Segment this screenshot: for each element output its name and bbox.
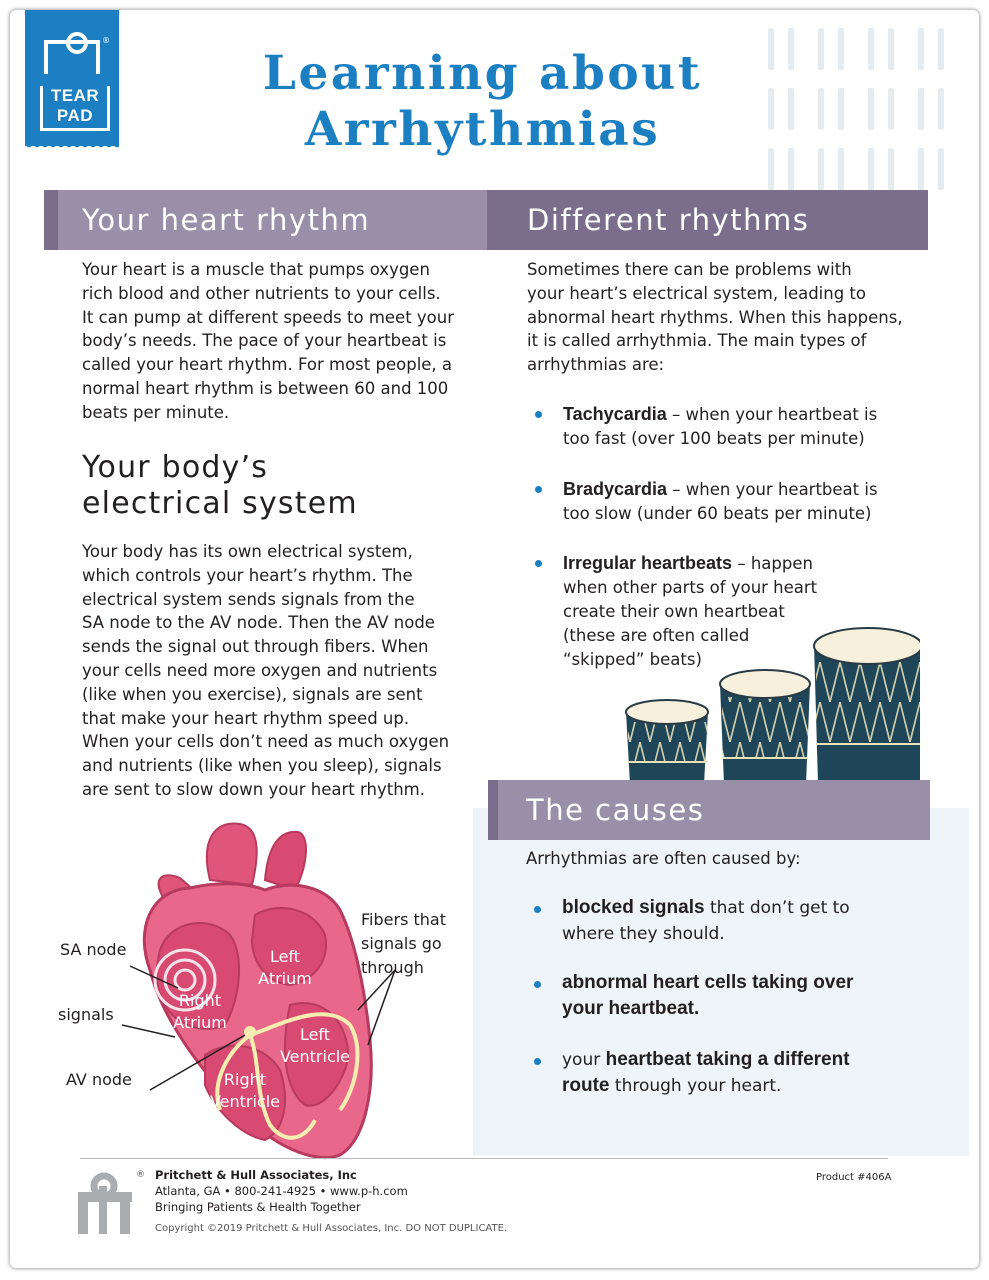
label-fibers bbox=[361, 908, 446, 980]
causes-heading: The causes bbox=[488, 780, 930, 840]
label-left-atrium-line2: Atrium bbox=[258, 969, 312, 988]
label-sa-node: SA node bbox=[60, 940, 127, 959]
title-line2: Arrhythmias bbox=[304, 102, 661, 157]
term-tachycardia: Tachycardia bbox=[563, 404, 667, 424]
ph-logo-icon bbox=[44, 40, 100, 74]
registered-mark: ® bbox=[102, 36, 110, 45]
text-line: your cells need more oxygen and nutrients bbox=[82, 660, 438, 680]
text-line: it is called arrhythmia. The main types of bbox=[527, 331, 867, 351]
footer-registered-mark: ® bbox=[136, 1170, 145, 1180]
causes-intro: Arrhythmias are often caused by: bbox=[526, 849, 801, 868]
footer-ph-logo-icon bbox=[74, 1172, 134, 1234]
label-fibers-line1: Fibers that bbox=[361, 910, 446, 929]
heart-rhythm-paragraph bbox=[82, 258, 472, 425]
label-right-atrium-line2: Atrium bbox=[173, 1013, 227, 1032]
serrated-edge bbox=[25, 144, 119, 152]
label-av-node: AV node bbox=[66, 1070, 132, 1089]
footer-copyright: Copyright ©2019 Pritchett & Hull Associates, Inc. DO NOT DUPLICATE. bbox=[155, 1223, 508, 1234]
text-line: It can pump at different speeds to meet your bbox=[82, 307, 455, 327]
logo-text-line1: TEAR bbox=[50, 86, 100, 105]
text-line: Your body has its own electrical system, bbox=[82, 542, 413, 561]
text-line: when other parts of your heart bbox=[563, 578, 818, 597]
text-line: through your heart. bbox=[609, 1076, 782, 1096]
tear-pad-logo bbox=[25, 10, 119, 146]
bullet-icon bbox=[534, 1058, 541, 1065]
text-line: “skipped” beats) bbox=[563, 650, 702, 669]
cause-item-abnormal-cells bbox=[562, 970, 922, 1022]
label-signals: signals bbox=[58, 1005, 114, 1024]
bullet-icon bbox=[535, 486, 542, 493]
subhead-line2: electrical system bbox=[82, 486, 358, 521]
decorative-bars bbox=[760, 18, 950, 198]
text-line: too fast (over 100 beats per minute) bbox=[563, 429, 865, 448]
term-irregular: Irregular heartbeats bbox=[563, 553, 733, 573]
label-left-ventricle-line1: Left bbox=[299, 1025, 331, 1044]
different-rhythms-intro bbox=[527, 258, 927, 377]
label-right-atrium bbox=[165, 990, 235, 1034]
text-line: too slow (under 60 beats per minute) bbox=[563, 504, 872, 523]
cause-item-different-route bbox=[562, 1047, 922, 1099]
text-line: When your cells don’t need as much oxygen bbox=[82, 732, 450, 752]
different-rhythms-heading: Different rhythms bbox=[487, 190, 928, 250]
text-line: SA node to the AV node. Then the AV node bbox=[82, 613, 435, 633]
text-line: called your heart rhythm. For most people, a bbox=[82, 355, 453, 375]
text-line: that don’t get to bbox=[704, 898, 850, 918]
text-line: normal heart rhythm is between 60 and 100 bbox=[82, 378, 449, 398]
text-line: arrhythmias are: bbox=[527, 355, 665, 375]
text-line: sends the signal out through fibers. When bbox=[82, 637, 429, 657]
text-line: body’s needs. The pace of your heartbeat is bbox=[82, 331, 447, 351]
text-line: Sometimes there can be problems with bbox=[527, 260, 852, 279]
label-left-atrium bbox=[250, 946, 320, 990]
text-line: and nutrients (like when you sleep), signals bbox=[82, 756, 442, 776]
bullet-icon bbox=[535, 560, 542, 567]
text-line: beats per minute. bbox=[82, 402, 230, 422]
text-line: Your heart is a muscle that pumps oxygen bbox=[82, 260, 430, 279]
text-line: which controls your heart’s rhythm. The bbox=[82, 565, 413, 585]
footer-product-number: Product #406A bbox=[816, 1172, 892, 1183]
electrical-system-heading bbox=[82, 450, 462, 522]
cause-item-blocked-signals bbox=[562, 895, 922, 947]
cause-term: route bbox=[562, 1075, 610, 1096]
text-line: your bbox=[562, 1050, 606, 1070]
heart-rhythm-heading: Your heart rhythm bbox=[44, 190, 487, 250]
text-line: (like when you exercise), signals are sent bbox=[82, 684, 423, 704]
heart-diagram bbox=[40, 810, 470, 1170]
label-left-ventricle-line2: Ventricle bbox=[279, 1047, 351, 1066]
footer-divider bbox=[80, 1158, 888, 1159]
footer-address: Atlanta, GA • 800-241-4925 • www.p-h.com bbox=[155, 1184, 408, 1198]
bullet-icon bbox=[534, 906, 541, 913]
cause-term: your heartbeat. bbox=[562, 998, 700, 1019]
drums-illustration bbox=[620, 622, 920, 784]
logo-text-line2: PAD bbox=[56, 106, 94, 125]
document-page bbox=[10, 10, 979, 1268]
text-line: rich blood and other nutrients to your cells. bbox=[82, 283, 441, 303]
text-line: – happen bbox=[732, 554, 813, 573]
label-fibers-line2: signals go bbox=[361, 934, 442, 953]
footer-company: Pritchett & Hull Associates, Inc bbox=[155, 1168, 357, 1182]
cause-term: blocked signals bbox=[562, 897, 705, 918]
subhead-line1: Your body’s bbox=[82, 450, 269, 485]
page-title bbox=[210, 46, 755, 158]
bullet-icon bbox=[534, 981, 541, 988]
cause-term: abnormal heart cells taking over bbox=[562, 972, 854, 993]
label-left-ventricle bbox=[275, 1024, 355, 1068]
cause-term: heartbeat taking a different bbox=[605, 1049, 850, 1070]
label-right-ventricle-line1: Right bbox=[223, 1070, 267, 1089]
label-right-atrium-line1: Right bbox=[178, 991, 222, 1010]
label-right-ventricle bbox=[205, 1069, 285, 1113]
text-line: (these are often called bbox=[563, 626, 750, 645]
electrical-system-paragraph bbox=[82, 540, 472, 802]
bullet-icon bbox=[535, 411, 542, 418]
text-line: where they should. bbox=[562, 924, 725, 944]
footer-tagline: Bringing Patients & Health Together bbox=[155, 1200, 361, 1214]
title-line1: Learning about bbox=[262, 46, 703, 101]
label-left-atrium-line1: Left bbox=[269, 947, 301, 966]
text-line: – when your heartbeat is bbox=[666, 405, 878, 424]
text-line: are sent to slow down your heart rhythm. bbox=[82, 779, 425, 799]
text-line: – when your heartbeat is bbox=[667, 480, 878, 499]
label-fibers-line3: through bbox=[361, 958, 424, 977]
text-line: create their own heartbeat bbox=[563, 602, 785, 621]
logo-text bbox=[40, 86, 110, 131]
text-line: your heart’s electrical system, leading to bbox=[527, 283, 866, 303]
text-line: abnormal heart rhythms. When this happens, bbox=[527, 307, 903, 327]
list-item-tachycardia bbox=[563, 402, 923, 451]
text-line: electrical system sends signals from the bbox=[82, 589, 415, 609]
term-bradycardia: Bradycardia bbox=[563, 479, 668, 499]
list-item-bradycardia bbox=[563, 477, 923, 526]
text-line: that make your heart rhythm speed up. bbox=[82, 708, 410, 728]
label-right-ventricle-line2: Ventricle bbox=[209, 1092, 281, 1111]
